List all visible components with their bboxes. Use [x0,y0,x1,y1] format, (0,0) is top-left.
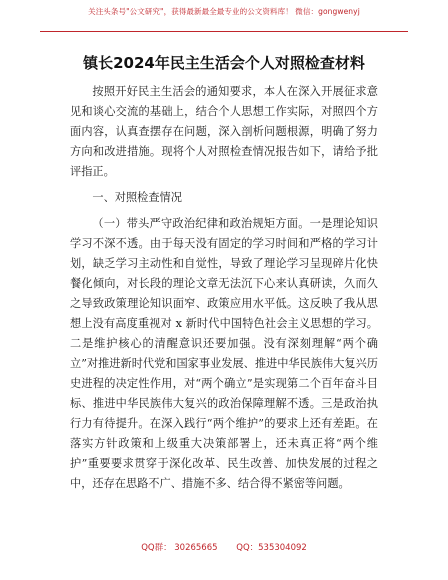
body-paragraph: （一）带头严守政治纪律和政治规矩方面。一是理论知识学习不深不透。由于每天没有固定的学习时间和严格的学习计划，缺乏学习主动性和自觉性，导致了理论学习呈现碎片化快餐化倾向，对长段的理论文章无法沉下心来认真研读，久而久之导致政策理论知识面窄、政策应用水平低。这反映了我从思想上没有高度重视对 x 新时代中国特色社会主义思想的学习。二是维护核心的清醒意识还要加强。没有深刻理解“两个确立”对推进新时代党和国家事业发展、推进中华民族伟大复兴历史进程的决定性作用，对“两个确立”是实现第二个百年奋斗目标、推进中华民族伟大复兴的政治保障理解不透。三是政治执行力有待提升。在深入践行“两个维护”的要求上还有差距。在落实方针政策和上级重大决策部署上，还未真正将“两个维护”重要要求贯穿于深化改革、民生改善、加快发展的过程之中，还存在思路不广、措施不多、结合得不紧密等问题。 [70,217,378,490]
footer-qq: QQ：535304092 [236,543,307,553]
document-body [70,82,378,494]
section-heading: 一、对照检查情况 [92,191,182,204]
intro-paragraph: 按照开好民主生活会的通知要求，本人在深入开展征求意见和谈心交流的基础上，结合个人思想工作实际，对照四个方面内容，认真查摆存在问题，深入剖析问题根源，明确了努力方向和改进措施。现将个人对照检查情况报告如下，请给予批评指正。 [70,85,378,178]
header-note: 关注头条号"公文研究"，获得最新最全最专业的公文资料库！ 微信：gongwenyj [88,7,360,16]
footer-qq-group: QQ群： 30265665 [141,543,218,553]
footer [0,541,448,553]
header-divider [40,31,408,32]
document-title: 镇长2024年民主生活会个人对照检查材料 [83,54,365,72]
